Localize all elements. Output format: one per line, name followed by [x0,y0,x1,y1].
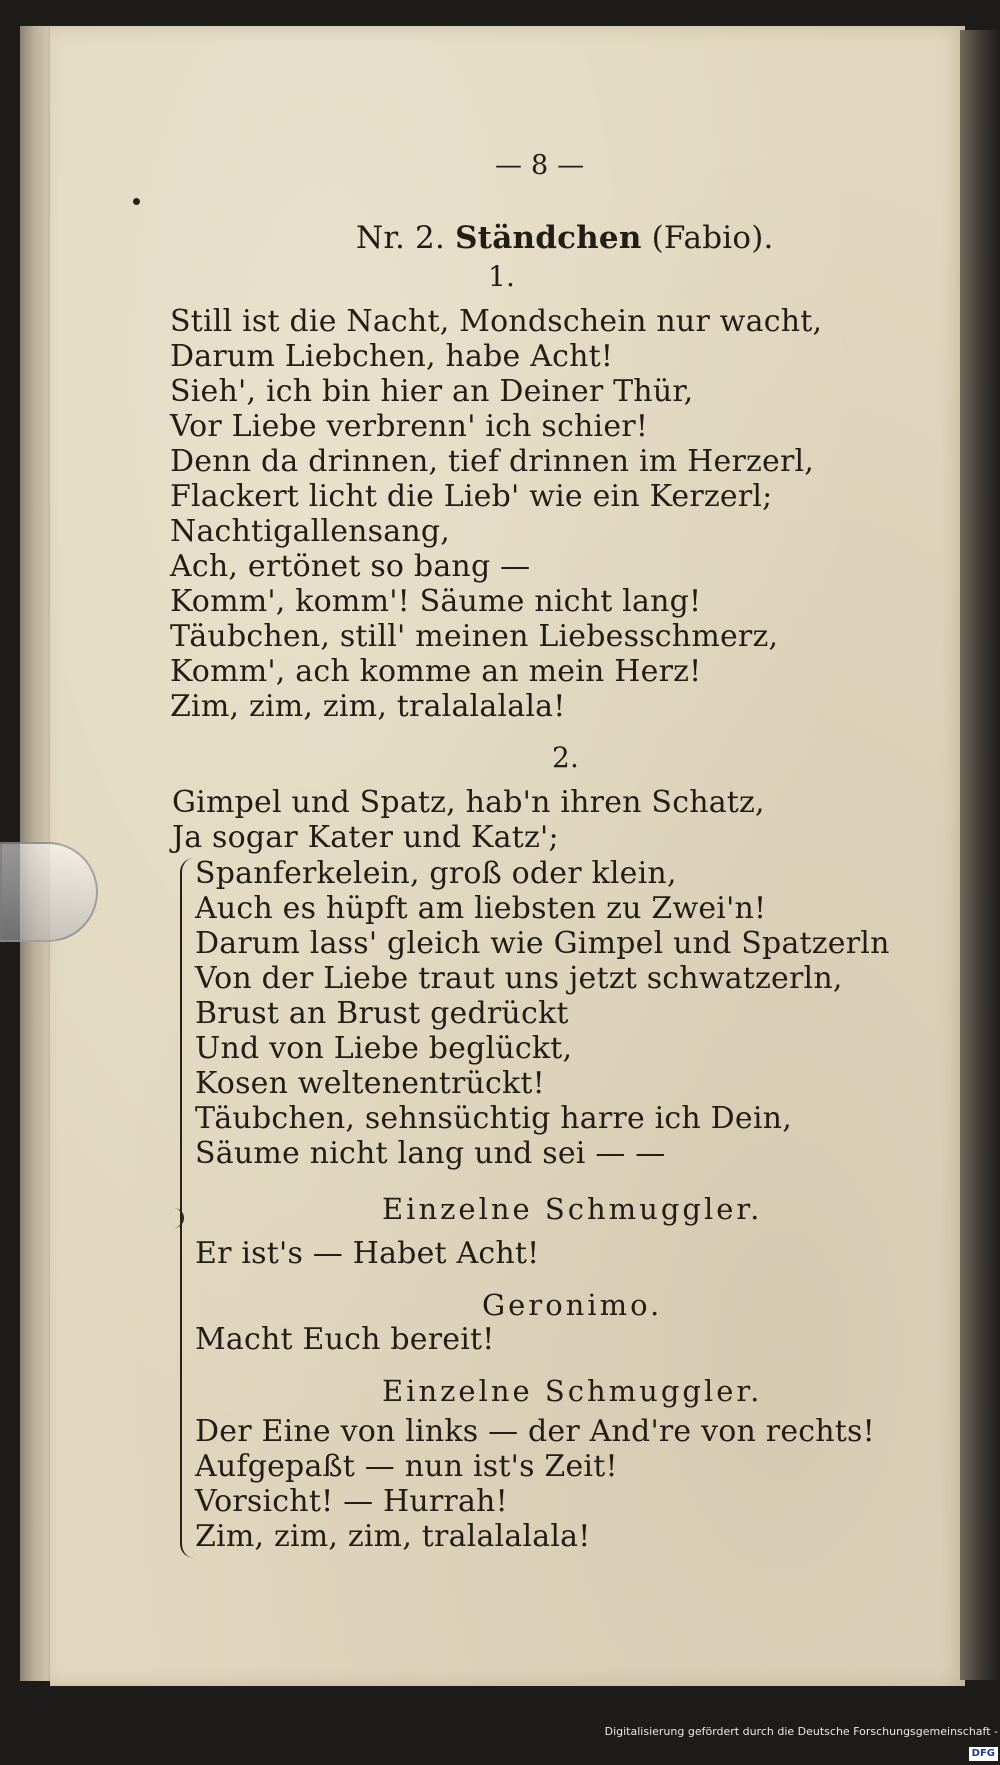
verse2-braced-line: Spanferkelein, groß oder klein, [195,856,677,891]
verse2-braced-line: Brust an Brust gedrückt [195,996,569,1031]
verse1-line: Flackert licht die Lieb' wie ein Kerzerl; [170,479,773,514]
speaker-line: Macht Euch bereit! [195,1322,495,1357]
ink-spot [133,198,140,205]
speaker-heading: Einzelne Schmuggler. [382,1192,763,1226]
verse1-line: Darum Liebchen, habe Acht! [170,339,614,374]
song-title [356,220,774,256]
final-line: Der Eine von links — der And're von rechts! [195,1414,875,1449]
verse1-line: Zim, zim, zim, tralalalala! [170,689,566,724]
final-line: Aufgepaßt — nun ist's Zeit! [195,1449,618,1484]
verse2-braced-line: Kosen weltenentrückt! [195,1066,545,1101]
verse2-braced-line: Von der Liebe traut uns jetzt schwatzerln, [195,961,843,996]
verse1-line: Ach, ertönet so bang — [170,549,531,584]
song-number: Nr. 2. [356,220,446,256]
verse2-braced-line: Und von Liebe beglückt, [195,1031,573,1066]
verse2-braced-line: Auch es hüpft am liebsten zu Zwei'n! [195,891,767,926]
verse1-line: Denn da drinnen, tief drinnen im Herzerl, [170,444,815,479]
song-character: (Fabio). [651,220,774,256]
song-name: Ständchen [455,220,642,256]
digitization-footer [600,1721,998,1759]
verse1-line: Komm', ach komme an mein Herz! [170,654,702,689]
verse1-line: Sieh', ich bin hier an Deiner Thür, [170,374,694,409]
verse-number-1: 1. [488,260,516,293]
verse-number-2: 2. [552,741,580,774]
page-number: — 8 — [495,150,585,181]
speaker-line: Er ist's — Habet Acht! [195,1236,540,1271]
verse1-line: Still ist die Nacht, Mondschein nur wacht, [170,304,823,339]
dfg-logo: DFG [969,1747,998,1761]
final-line: Zim, zim, zim, tralalalala! [195,1519,591,1554]
verse2-intro-line: Ja sogar Kater und Katz'; [172,820,559,855]
verse2-braced-line: Täubchen, sehnsüchtig harre ich Dein, [195,1101,792,1136]
verse1-line: Komm', komm'! Säume nicht lang! [170,584,702,619]
speaker-heading: Einzelne Schmuggler. [382,1374,763,1408]
footer-text: Digitalisierung gefördert durch die Deutsche Forschungsgemeinschaft - [604,1725,998,1738]
verse1-line: Täubchen, still' meinen Liebesschmerz, [170,619,779,654]
brace-top [180,858,196,1218]
page-clip [0,842,98,942]
verse1-line: Vor Liebe verbrenn' ich schier! [170,409,649,444]
page-right-shadow [960,30,1000,1680]
brace-bottom [180,1218,196,1558]
verse2-intro-line: Gimpel und Spatz, hab'n ihren Schatz, [172,785,765,820]
final-line: Vorsicht! — Hurrah! [195,1484,508,1519]
speaker-heading: Geronimo. [482,1288,663,1322]
verse2-braced-line: Säume nicht lang und sei — — [195,1136,666,1171]
verse2-braced-line: Darum lass' gleich wie Gimpel und Spatzerln [195,926,890,961]
verse1-line: Nachtigallensang, [170,514,451,549]
